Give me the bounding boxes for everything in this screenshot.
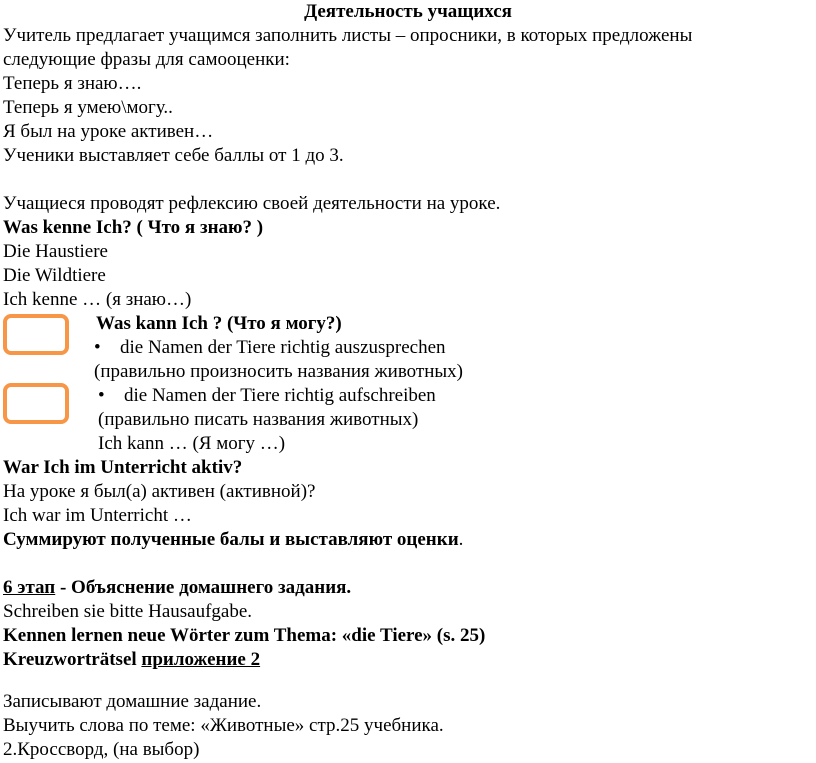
answer-can: Ich kann … (Я могу …)	[98, 433, 286, 454]
bullet-item-pronounce	[94, 336, 446, 360]
appendix-link: приложение 2	[141, 649, 261, 670]
bullet-icon: •	[94, 337, 101, 358]
item-haustiere: Die Haustiere	[3, 241, 108, 262]
phrase-active: Я был на уроке активен…	[3, 121, 214, 142]
score-box-1	[3, 314, 69, 355]
stage6-line-3	[3, 648, 260, 672]
scoring-line: Ученики выставляет себе баллы от 1 до 3.	[3, 145, 344, 166]
question-know: Was kenne Ich? ( Что я знаю? )	[3, 217, 264, 238]
summary-line	[3, 528, 463, 552]
stage6-line-2: Kennen lernen neue Wörter zum Thema: «die Tiere» (s. 25)	[3, 625, 486, 646]
summary-text: Суммируют полученные балы и выставляют оценки	[3, 529, 459, 550]
phrase-know: Теперь я знаю….	[3, 73, 142, 94]
question-active-ru: На уроке я был(а) активен (активной)?	[3, 481, 316, 502]
intro-line-2: следующие фразы для самооценки:	[3, 49, 290, 70]
bullet-icon: •	[98, 385, 105, 406]
homework-line-1: Записывают домашние задание.	[3, 691, 262, 712]
bullet-translation-write: (правильно писать названия животных)	[98, 409, 419, 430]
crossword-label: Kreuzworträtsel	[3, 649, 142, 670]
homework-line-2: Выучить слова по теме: «Животные» стр.25 учебника.	[3, 715, 444, 736]
summary-period: .	[458, 529, 464, 550]
stage6-label: 6 этап	[3, 577, 56, 598]
stage6-title: - Объяснение домашнего задания.	[55, 577, 352, 598]
question-active: War Ich im Unterricht aktiv?	[3, 457, 243, 478]
document-heading: Деятельность учащихся	[304, 1, 512, 22]
bullet-text: die Namen der Tiere richtig auszusprechen	[120, 337, 446, 358]
score-box-2	[3, 383, 69, 424]
homework-line-3: 2.Кроссворд, (на выбор)	[3, 739, 200, 760]
intro-line-1: Учитель предлагает учащимся заполнить листы – опросники, в которых предложены	[3, 25, 693, 46]
answer-know: Ich kenne … (я знаю…)	[3, 289, 192, 310]
bullet-text: die Namen der Tiere richtig aufschreiben	[124, 385, 436, 406]
stage6-heading	[3, 576, 351, 600]
question-can: Was kann Ich ? (Что я могу?)	[96, 313, 342, 334]
bullet-translation-pronounce: (правильно произносить названия животных)	[94, 361, 463, 382]
item-wildtiere: Die Wildtiere	[3, 265, 106, 286]
bullet-item-write	[98, 384, 436, 408]
reflection-line: Учащиеся проводят рефлексию своей деятельности на уроке.	[3, 193, 501, 214]
stage6-line-1: Schreiben sie bitte Hausaufgabe.	[3, 601, 253, 622]
phrase-can: Теперь я умею\могу..	[3, 97, 173, 118]
answer-active: Ich war im Unterricht …	[3, 505, 192, 526]
